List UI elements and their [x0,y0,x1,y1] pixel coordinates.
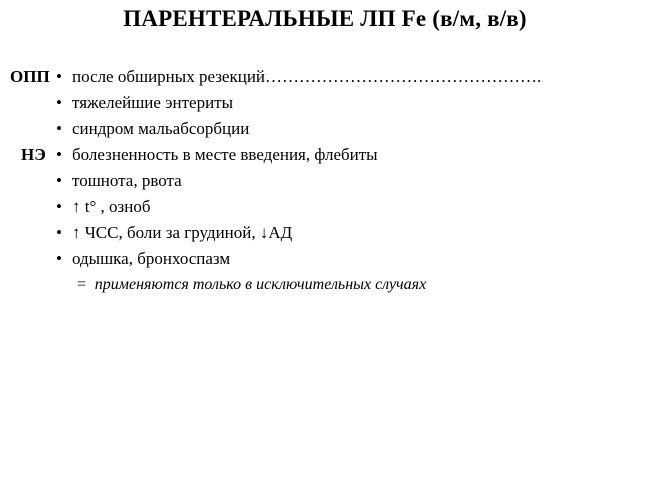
list-item-text: синдром мальабсорбции [72,119,250,138]
bullet: • [56,93,62,112]
conclusion-body: применяются только в исключительных случаях [94,276,427,293]
bullet: • [56,67,62,86]
bullet: • [56,249,62,268]
equals-sign: = [76,276,87,293]
bullet: • [56,197,62,216]
list-item-text: болезненность в месте введения, флебиты [72,145,378,164]
bullet: • [56,145,62,164]
section-label-opp: ОПП [10,67,50,86]
section-label-ne: НЭ [21,145,46,164]
list-item-text: тошнота, рвота [72,171,182,190]
slide-title: ПАРЕНТЕРАЛЬНЫЕ ЛП Fe (в/м, в/в) [123,6,527,31]
list-item-text: ↑ ЧСС, боли за грудиной, ↓АД [72,223,293,242]
list-item-text: после обширных резекций…………………………………………. [72,67,542,86]
bullet: • [56,223,62,242]
list-item-text: ↑ t° , озноб [72,197,151,216]
list-item-text: одышка, бронхоспазм [72,249,231,268]
bullet: • [56,119,62,138]
conclusion-text [76,274,426,296]
bullet: • [56,171,62,190]
list-item-text: тяжелейшие энтериты [72,93,234,112]
